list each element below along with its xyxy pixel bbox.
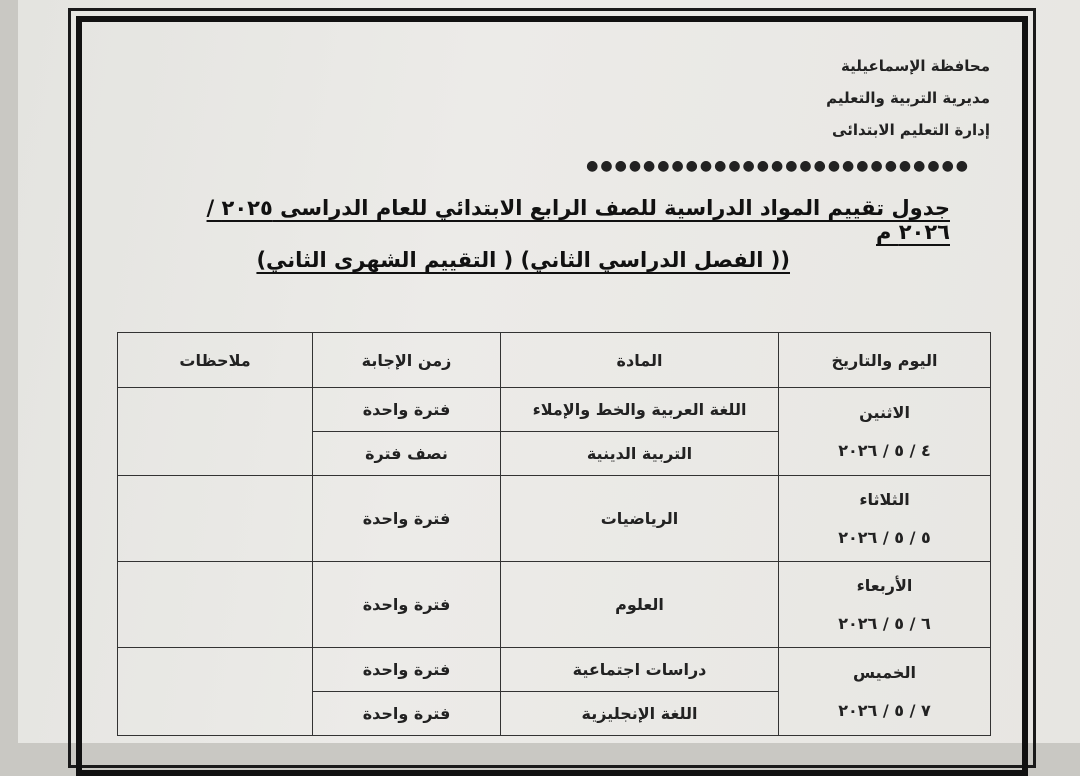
directorate-line: مديرية التربية والتعليم bbox=[826, 89, 990, 107]
day-cell bbox=[779, 476, 991, 562]
day-name: الثلاثاء bbox=[859, 489, 910, 509]
document-subtitle: (( الفصل الدراسي الثاني) ( التقييم الشهرى الثاني) bbox=[256, 248, 790, 272]
time-cell: فترة واحدة bbox=[313, 692, 501, 736]
day-date: ٤ / ٥ / ٢٠٢٦ bbox=[838, 440, 931, 460]
notes-cell bbox=[118, 476, 313, 562]
time-cell: نصف فترة bbox=[313, 432, 501, 476]
table-row bbox=[118, 388, 991, 432]
day-name: الاثنين bbox=[859, 402, 910, 422]
subject-cell: اللغة الإنجليزية bbox=[501, 692, 779, 736]
table-row bbox=[118, 476, 991, 562]
time-cell: فترة واحدة bbox=[313, 562, 501, 648]
notes-cell bbox=[118, 388, 313, 476]
day-cell bbox=[779, 388, 991, 476]
time-cell: فترة واحدة bbox=[313, 388, 501, 432]
dotted-separator: ●●●●●●●●●●●●●●●●●●●●●●●●●●● bbox=[586, 158, 970, 174]
schedule-table bbox=[117, 332, 991, 736]
table-header-row bbox=[118, 333, 991, 388]
table-row bbox=[118, 562, 991, 648]
day-cell bbox=[779, 562, 991, 648]
day-name: الخميس bbox=[853, 662, 916, 682]
subject-cell: الرياضيات bbox=[501, 476, 779, 562]
document-header bbox=[826, 50, 990, 146]
day-name: الأربعاء bbox=[856, 575, 913, 595]
notes-cell bbox=[118, 648, 313, 736]
document-title: جدول تقييم المواد الدراسية للصف الرابع الابتدائي للعام الدراسى ٢٠٢٥ / ٢٠٢٦ م bbox=[206, 196, 950, 244]
subject-cell: العلوم bbox=[501, 562, 779, 648]
time-cell: فترة واحدة bbox=[313, 648, 501, 692]
header-subject: المادة bbox=[501, 333, 779, 388]
day-date: ٧ / ٥ / ٢٠٢٦ bbox=[838, 700, 931, 720]
notes-cell bbox=[118, 562, 313, 648]
header-time: زمن الإجابة bbox=[313, 333, 501, 388]
subject-cell: اللغة العربية والخط والإملاء bbox=[501, 388, 779, 432]
header-day: اليوم والتاريخ bbox=[779, 333, 991, 388]
administration-line: إدارة التعليم الابتدائى bbox=[832, 121, 990, 139]
table-row bbox=[118, 648, 991, 692]
subject-cell: دراسات اجتماعية bbox=[501, 648, 779, 692]
time-cell: فترة واحدة bbox=[313, 476, 501, 562]
governorate-line: محافظة الإسماعيلية bbox=[841, 57, 990, 75]
subject-cell: التربية الدينية bbox=[501, 432, 779, 476]
day-cell bbox=[779, 648, 991, 736]
header-notes: ملاحظات bbox=[118, 333, 313, 388]
day-date: ٥ / ٥ / ٢٠٢٦ bbox=[838, 527, 931, 547]
day-date: ٦ / ٥ / ٢٠٢٦ bbox=[838, 613, 931, 633]
